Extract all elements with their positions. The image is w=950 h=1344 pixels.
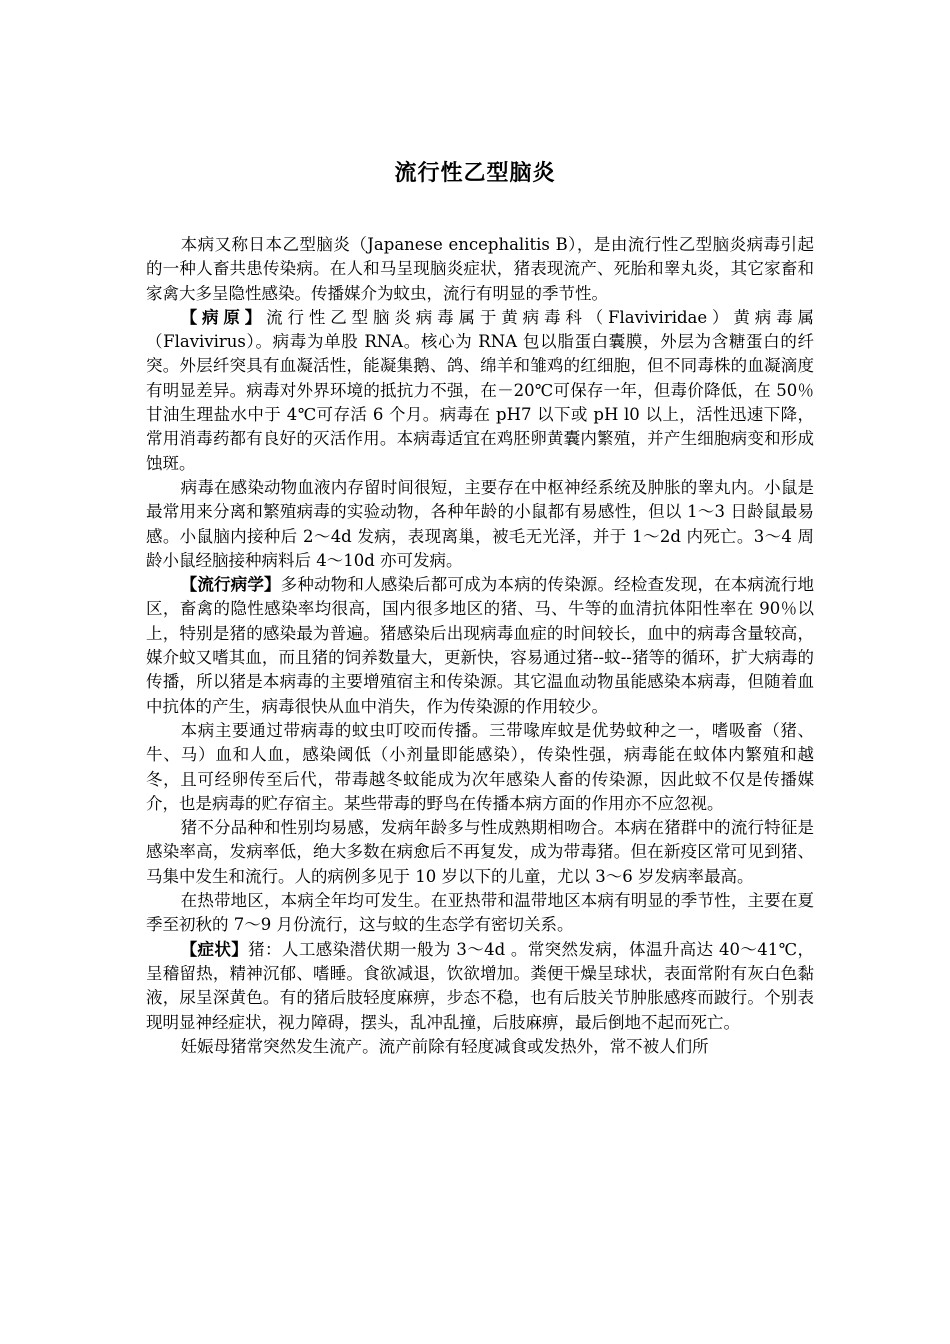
paragraph-text: 本病主要通过带病毒的蚊虫叮咬而传播。三带喙库蚊是优势蚊种之一，嗜吸畜（猪、牛、马）血和人血，感染阈低（小剂量即能感染），传染性强，病毒能在蚊体内繁殖和越冬，且可经卵传至后代，带毒越冬蚊能成为次年感染人畜的传染源，因此蚊不仅是传播媒介，也是病毒的贮存宿主。某些带毒的野鸟在传播本病方面的作用亦不应忽视。 xyxy=(146,720,814,813)
paragraph-text: 本病又称日本乙型脑炎（Japanese encephalitis B），是由流行性乙型脑炎病毒引起的一种人畜共患传染病。在人和马呈现脑炎症状，猪表现流产、死胎和睾丸炎，其它家畜和家禽大多呈隐性感染。传播媒介为蚊虫，流行有明显的季节性。 xyxy=(146,235,814,303)
paragraph-seasonality xyxy=(146,889,814,938)
section-label-symptoms: 【症状】 xyxy=(180,939,249,959)
paragraph-text: 流行性乙型脑炎病毒属于黄病毒科（Flaviviridae）黄病毒属（Flavivirus）。病毒为单股 RNA。核心为 RNA 包以脂蛋白囊膜，外层为含糖蛋白的纤突。外层纤突具有血凝活性，能凝集鹅、鸽、绵羊和雏鸡的红细胞，但不同毒株的血凝滴度有明显差异。病毒对外界环境的抵抗力不强，在－20℃可保存一年，但毒价降低，在 50％甘油生理盐水中于 4℃可存活 6 个月。病毒在 pH7 以下或 pH l0 以上，活性迅速下降，常用消毒药都有良好的灭活作用。本病毒适宜在鸡胚卵黄囊内繁殖，并产生细胞病变和形成蚀斑。 xyxy=(146,307,814,473)
document-body xyxy=(146,233,814,1059)
section-label-pathogen: 【病原】 xyxy=(180,307,267,327)
paragraph-intro xyxy=(146,233,814,306)
section-label-epidemiology: 【流行病学】 xyxy=(180,575,281,595)
document-title: 流行性乙型脑炎 xyxy=(394,161,556,186)
paragraph-pathogen xyxy=(146,306,814,476)
paragraph-text: 病毒在感染动物血液内存留时间很短，主要存在中枢神经系统及肿胀的睾丸内。小鼠是最常用来分离和繁殖病毒的实验动物，各种年龄的小鼠都有易感性，但以 1～3 日龄鼠最易感。小鼠脑内接种后 2～4d 发病，表现离巢，被毛无光泽，并于 1～2d 内死亡。3～4 周龄小鼠经脑接种病料后 4～10d 亦可发病。 xyxy=(146,477,814,570)
paragraph-symptoms xyxy=(146,938,814,1035)
paragraph-text: 在热带地区，本病全年均可发生。在亚热带和温带地区本病有明显的季节性，主要在夏季至初秋的 7～9 月份流行，这与蚊的生态学有密切关系。 xyxy=(146,891,814,935)
paragraph-text: 猪不分品种和性别均易感，发病年龄多与性成熟期相吻合。本病在猪群中的流行特征是感染率高，发病率低，绝大多数在病愈后不再复发，成为带毒猪。但在新疫区常可见到猪、马集中发生和流行。人的病例多见于 10 岁以下的儿童，尤以 3～6 岁发病率最高。 xyxy=(146,818,814,886)
paragraph-abortion xyxy=(146,1035,814,1059)
paragraph-susceptibility xyxy=(146,816,814,889)
paragraph-text: 多种动物和人感染后都可成为本病的传染源。经检查发现，在本病流行地区，畜禽的隐性感染率均很高，国内很多地区的猪、马、牛等的血清抗体阳性率在 90％以上，特别是猪的感染最为普遍。猪感染后出现病毒血症的时间较长，血中的病毒含量较高，媒介蚊又嗜其血，而且猪的饲养数量大，更新快，容易通过猪--蚊--猪等的循环，扩大病毒的传播，所以猪是本病毒的主要增殖宿主和传染源。其它温血动物虽能感染本病毒，但随着血中抗体的产生，病毒很快从血中消失，作为传染源的作用较少。 xyxy=(146,575,814,716)
paragraph-virus-distribution xyxy=(146,476,814,573)
paragraph-text: 妊娠母猪常突然发生流产。流产前除有轻度减食或发热外，常不被人们所 xyxy=(180,1036,709,1056)
paragraph-epidemiology xyxy=(146,573,814,719)
paragraph-text: 猪：人工感染潜伏期一般为 3～4d 。常突然发病，体温升高达 40～41℃，呈稽留热，精神沉郁、嗜睡。食欲减退，饮欲增加。粪便干燥呈球状，表面常附有灰白色黏液，尿呈深黄色。有的猪后肢轻度麻痹，步态不稳，也有后肢关节肿胀感疼而跛行。个别表现明显神经症状，视力障碍，摆头，乱冲乱撞，后肢麻痹，最后倒地不起而死亡。 xyxy=(146,939,814,1032)
paragraph-transmission xyxy=(146,719,814,816)
